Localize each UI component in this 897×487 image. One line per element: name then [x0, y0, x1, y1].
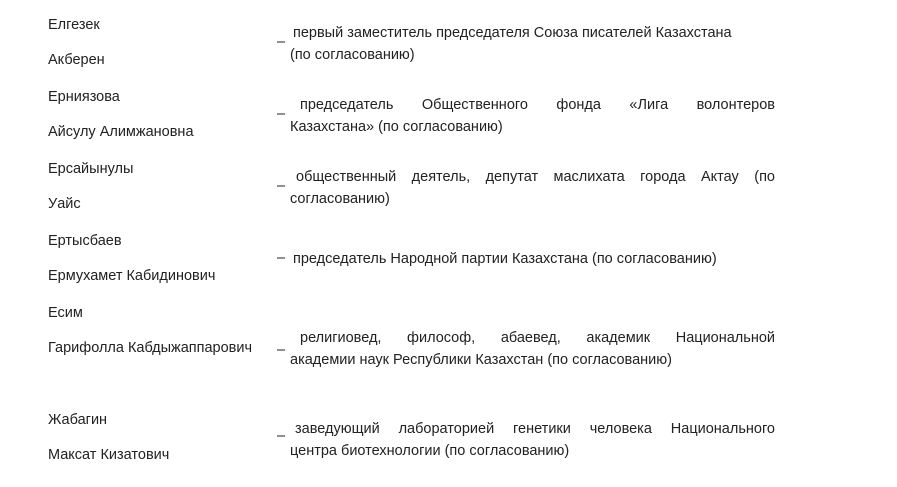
member-given-name: Айсулу Алимжановна — [48, 124, 194, 140]
member-description — [290, 418, 775, 462]
dash-separator: – — [277, 106, 286, 122]
member-description — [290, 248, 775, 270]
member-surname: Жабагин — [48, 412, 108, 428]
description-line: (по согласованию) — [290, 47, 415, 63]
description-line: центра биотехнологии (по согласованию) — [290, 443, 570, 459]
member-description — [290, 327, 775, 371]
description-line: председатель Народной партии Казахстана (по согласованию) — [293, 251, 717, 267]
dash-separator: – — [277, 178, 286, 194]
member-given-name: Максат Кизатович — [48, 447, 170, 463]
dash-separator: – — [277, 34, 286, 50]
description-line: согласованию) — [290, 191, 390, 207]
member-surname: Есим — [48, 305, 83, 321]
member-given-name: Гарифолла Кабдыжаппарович — [48, 340, 253, 356]
member-given-name: Акберен — [48, 52, 105, 68]
member-given-name: Ермухамет Кабидинович — [48, 268, 216, 284]
description-line: академии наук Республики Казахстан (по согласованию) — [290, 352, 672, 368]
description-line: первый заместитель председателя Союза писателей Казахстана — [293, 25, 732, 41]
dash-separator: – — [277, 342, 286, 358]
description-line: заведующий лабораторией генетики человека Национального — [295, 421, 775, 437]
dash-separator: – — [277, 250, 286, 266]
dash-separator: – — [277, 428, 286, 444]
member-description — [290, 22, 775, 66]
member-description — [290, 166, 775, 210]
member-description — [290, 94, 775, 138]
description-line: Казахстана» (по согласованию) — [290, 119, 503, 135]
member-surname: Ертысбаев — [48, 233, 122, 249]
member-surname: Елгезек — [48, 17, 100, 33]
member-given-name: Уайс — [48, 196, 81, 212]
description-line: общественный деятель, депутат маслихата города Актау (по — [296, 169, 775, 185]
description-line: председатель Общественного фонда «Лига волонтеров — [300, 97, 775, 113]
description-line: религиовед, философ, абаевед, академик Национальной — [300, 330, 775, 346]
member-surname: Ерсайынулы — [48, 161, 134, 177]
member-surname: Ерниязова — [48, 89, 120, 105]
